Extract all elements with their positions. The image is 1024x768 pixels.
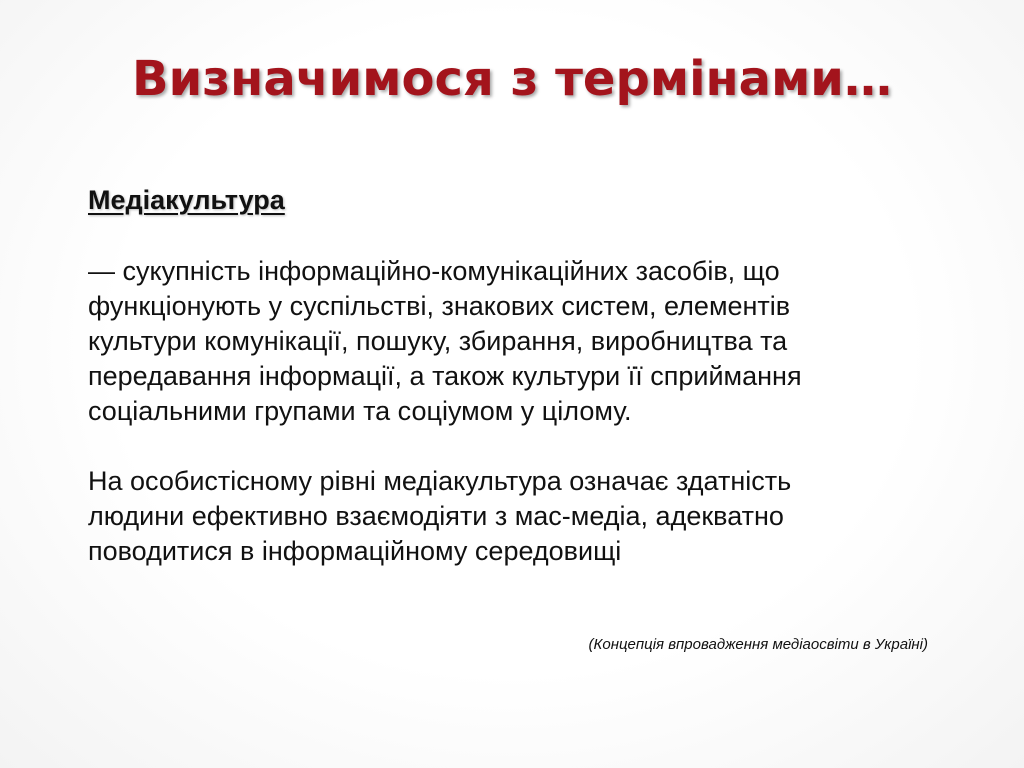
definition-paragraph: — сукупність інформаційно-комунікаційних засобів, що функціонують у суспільстві, знакових систем, елементів культури комунікації, пошуку, збирання, виробництва та передавання інформації, а також культури її сприймання соціальними групами та соціумом у цілому. [88,256,802,426]
source-citation: (Концепція впровадження медіаосвіти в Україні) [588,636,928,653]
slide-body [88,183,958,569]
slide-title: Визначимося з термінами… [132,51,892,107]
term-heading: Медіакультура [88,185,285,215]
personal-level-paragraph: На особистісному рівні медіакультура означає здатність людини ефективно взаємодіяти з мас-медіа, адекватно поводитися в інформаційному середовищі [88,466,792,566]
